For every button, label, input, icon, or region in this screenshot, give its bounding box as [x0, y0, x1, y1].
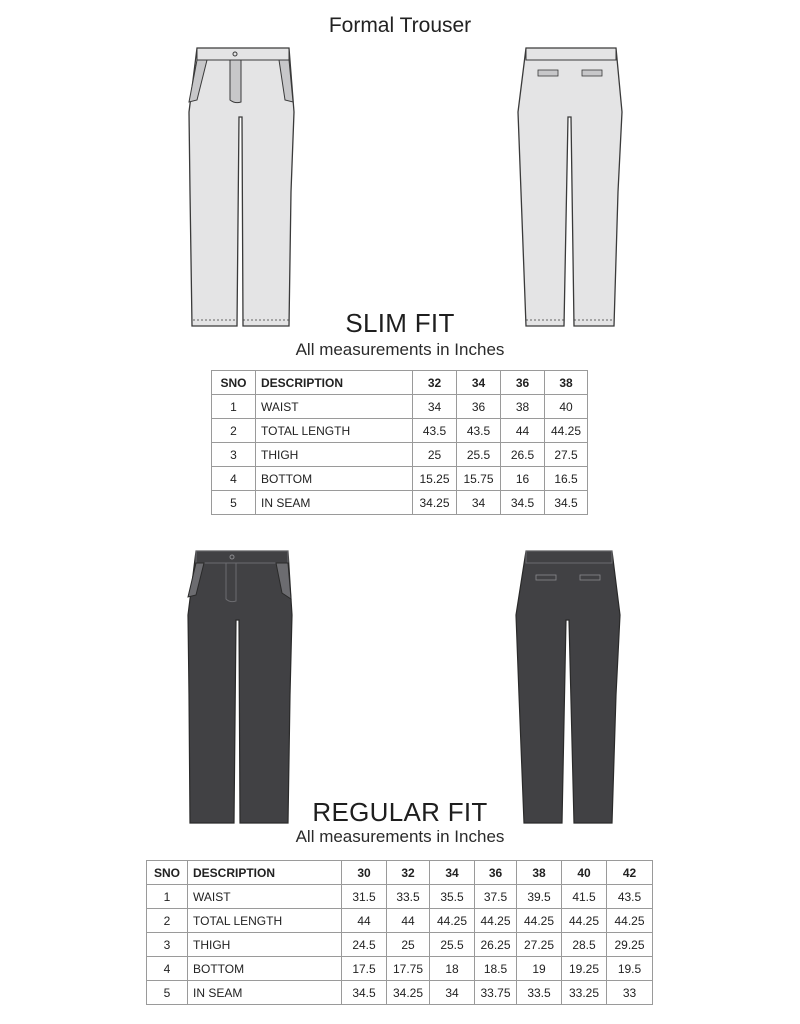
table-row: [212, 467, 588, 491]
regular-fit-back-illustration: [512, 545, 632, 830]
table-header-row: [212, 371, 588, 395]
table-cell: 5: [147, 981, 188, 1005]
slim-fit-size-table: [211, 370, 588, 515]
table-cell: 33.5: [387, 885, 430, 909]
header-cell: 38: [545, 371, 588, 395]
table-cell: 29.25: [607, 933, 653, 957]
table-cell: 25: [413, 443, 457, 467]
table-cell: 34.5: [545, 491, 588, 515]
table-cell: 25.5: [457, 443, 501, 467]
table-row: [212, 395, 588, 419]
table-cell: 44.25: [562, 909, 607, 933]
table-row: [147, 885, 653, 909]
regular-fit-subtitle: All measurements in Inches: [295, 827, 505, 846]
table-cell: 43.5: [413, 419, 457, 443]
table-row: [147, 933, 653, 957]
table-cell: 24.5: [342, 933, 387, 957]
header-cell: 40: [562, 861, 607, 885]
table-cell: THIGH: [188, 933, 342, 957]
table-cell: 18.5: [475, 957, 517, 981]
table-cell: 44: [342, 909, 387, 933]
table-cell: 1: [147, 885, 188, 909]
table-cell: 33.5: [517, 981, 562, 1005]
table-cell: 34.25: [387, 981, 430, 1005]
table-cell: 31.5: [342, 885, 387, 909]
table-cell: 16.5: [545, 467, 588, 491]
header-cell: 34: [457, 371, 501, 395]
table-row: [212, 443, 588, 467]
table-cell: 27.25: [517, 933, 562, 957]
header-cell: DESCRIPTION: [188, 861, 342, 885]
table-header-row: [147, 861, 653, 885]
table-cell: 19.25: [562, 957, 607, 981]
table-cell: 34: [457, 491, 501, 515]
table-cell: 18: [430, 957, 475, 981]
slim-fit-back-illustration: [514, 42, 634, 332]
slim-fit-title: SLIM FIT: [345, 308, 455, 338]
table-cell: 38: [501, 395, 545, 419]
front-trouser-body: [188, 551, 292, 823]
table-cell: 25: [387, 933, 430, 957]
table-cell: 33.75: [475, 981, 517, 1005]
header-cell: DESCRIPTION: [256, 371, 413, 395]
header-cell: SNO: [147, 861, 188, 885]
table-cell: 3: [147, 933, 188, 957]
table-row: [212, 491, 588, 515]
fly-placket: [230, 60, 241, 103]
table-cell: 44: [501, 419, 545, 443]
regular-fit-front-illustration: [184, 545, 304, 830]
table-cell: 27.5: [545, 443, 588, 467]
table-cell: 44.25: [430, 909, 475, 933]
table-cell: 43.5: [607, 885, 653, 909]
table-cell: 19.5: [607, 957, 653, 981]
table-cell: 40: [545, 395, 588, 419]
table-row: [147, 957, 653, 981]
table-cell: 44: [387, 909, 430, 933]
back-pocket-left: [538, 70, 558, 76]
table-cell: 4: [212, 467, 256, 491]
table-cell: 19: [517, 957, 562, 981]
table-cell: 37.5: [475, 885, 517, 909]
table-cell: 5: [212, 491, 256, 515]
table-cell: 28.5: [562, 933, 607, 957]
regular-fit-title: REGULAR FIT: [312, 797, 488, 827]
table-cell: 35.5: [430, 885, 475, 909]
header-cell: 34: [430, 861, 475, 885]
table-cell: 39.5: [517, 885, 562, 909]
header-cell: 30: [342, 861, 387, 885]
table-cell: 4: [147, 957, 188, 981]
table-cell: 34.5: [501, 491, 545, 515]
regular-fit-size-table: [146, 860, 653, 1005]
table-cell: 2: [212, 419, 256, 443]
header-cell: 36: [475, 861, 517, 885]
slim-fit-front-illustration: [185, 42, 305, 332]
table-cell: IN SEAM: [256, 491, 413, 515]
table-cell: 17.75: [387, 957, 430, 981]
table-cell: 33: [607, 981, 653, 1005]
table-cell: 43.5: [457, 419, 501, 443]
table-cell: WAIST: [256, 395, 413, 419]
table-cell: THIGH: [256, 443, 413, 467]
table-row: [147, 981, 653, 1005]
header-cell: 36: [501, 371, 545, 395]
table-cell: 41.5: [562, 885, 607, 909]
header-cell: 32: [413, 371, 457, 395]
page-title: Formal Trouser: [328, 14, 472, 37]
table-cell: 16: [501, 467, 545, 491]
table-cell: 33.25: [562, 981, 607, 1005]
table-cell: 34.5: [342, 981, 387, 1005]
table-cell: TOTAL LENGTH: [256, 419, 413, 443]
table-cell: IN SEAM: [188, 981, 342, 1005]
table-cell: 44.25: [475, 909, 517, 933]
table-cell: 26.25: [475, 933, 517, 957]
table-cell: 2: [147, 909, 188, 933]
table-cell: BOTTOM: [256, 467, 413, 491]
table-cell: 44.25: [607, 909, 653, 933]
header-cell: 42: [607, 861, 653, 885]
table-cell: 25.5: [430, 933, 475, 957]
slim-fit-subtitle: All measurements in Inches: [295, 340, 505, 359]
header-cell: SNO: [212, 371, 256, 395]
table-cell: 44.25: [517, 909, 562, 933]
header-cell: 32: [387, 861, 430, 885]
table-cell: 15.25: [413, 467, 457, 491]
table-cell: 3: [212, 443, 256, 467]
table-cell: WAIST: [188, 885, 342, 909]
table-cell: 15.75: [457, 467, 501, 491]
table-cell: 26.5: [501, 443, 545, 467]
table-cell: TOTAL LENGTH: [188, 909, 342, 933]
back-trouser-body: [518, 48, 622, 326]
table-cell: 34.25: [413, 491, 457, 515]
table-row: [147, 909, 653, 933]
table-cell: BOTTOM: [188, 957, 342, 981]
table-row: [212, 419, 588, 443]
table-cell: 17.5: [342, 957, 387, 981]
back-pocket-right: [582, 70, 602, 76]
table-cell: 34: [413, 395, 457, 419]
header-cell: 38: [517, 861, 562, 885]
table-cell: 36: [457, 395, 501, 419]
table-cell: 44.25: [545, 419, 588, 443]
table-cell: 34: [430, 981, 475, 1005]
back-trouser-body: [516, 551, 620, 823]
table-cell: 1: [212, 395, 256, 419]
